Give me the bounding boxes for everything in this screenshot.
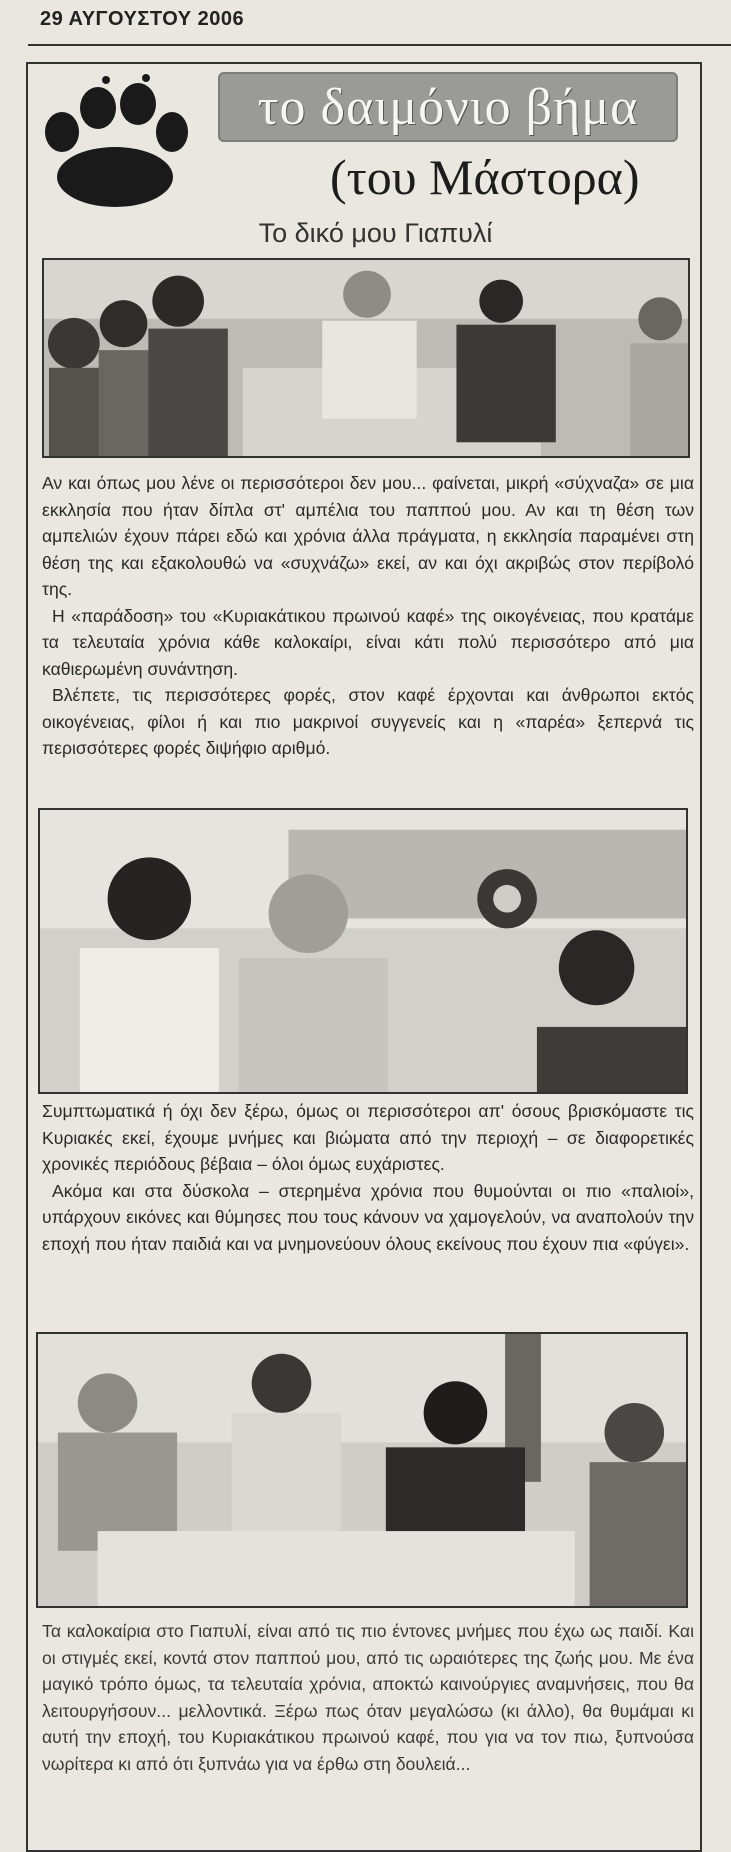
header-rule <box>28 44 731 46</box>
article-section-3 <box>42 1618 694 1777</box>
photo-family-table <box>42 258 690 458</box>
photo-men-table <box>36 1332 688 1608</box>
paragraph: Τα καλοκαίρια στο Γιαπυλί, είναι από τις πιο έντονες μνήμες που έχω ως παιδί. Και οι στιγμές εκεί, κοντά στον παππού μου, από τις ωραιότερες της ζωής μου. Με ένα μαγικό τρόπο όμως, τα τελευταία χρόνια, αποκτώ καινούργιες αναμνήσεις, που θα λειτουργήσουν... μελλοντικά. Ξέρω πως όταν μεγαλώσω (κι άλλο), θα θυμάμαι κι αυτή την εποχή, του Κυριακάτικου πρωινού καφέ, που για να τον πιω, ξυπνούσα νωρίτερα κι από ότι ξυπνάω για να έρθω στη δουλειά... <box>42 1621 694 1774</box>
paragraph: Η «παράδοση» του «Κυριακάτικου πρωινού καφέ» της οικογένειας, που κρατάμε τα τελευταία χρόνια κάθε καλοκαίρι, είναι κάτι πολύ περισσότερο από μια καθιερωμένη συνάντηση. <box>42 605 694 679</box>
paw-print-icon <box>40 72 190 212</box>
paragraph: Βλέπετε, τις περισσότερες φορές, στον καφέ έρχονται και άνθρωποι εκτός οικογένειας, φίλοι ή και πιο μακρινοί συγγενείς και η «παρέα» ξεπερνά τις περισσότερες φορές διψήφιο αριθμό. <box>42 685 694 758</box>
article-section-1 <box>42 470 694 762</box>
paragraph: Αν και όπως μου λένε οι περισσότεροι δεν μου... φαίνεται, μικρή «σύχναζα» σε μια εκκλησία που ήταν δίπλα στ' αμπέλια του παππού μου. Αν και τη θέση των αμπελιών έχουν πάρει εδώ και χρόνια άλλα πράγματα, η εκκλησία παραμένει στη θέση της και εξακολουθώ να «συχνάζω» εκεί, αν και όχι ακριβώς στον περίβολό της. <box>42 473 694 599</box>
paragraph: Ακόμα και στα δύσκολα – στερημένα χρόνια που θυμούνται οι πιο «παλιοί», υπάρχουν εικόνες και θύμησες που τους κάνουν να χαμογελούν, να αναπολούν την εποχή που ήταν παιδιά και να μνημονεύουν όλους εκείνους που έχουν πια «φύγει». <box>42 1180 694 1254</box>
column-banner <box>218 72 678 142</box>
article-section-2 <box>42 1098 694 1257</box>
column-title: το δαιμόνιο βήμα <box>257 78 639 136</box>
photo-three-women <box>38 808 688 1094</box>
column-author: (του Μάστορα) <box>330 149 640 205</box>
issue-date: 29 ΑΥΓΟΥΣΤΟΥ 2006 <box>40 8 245 30</box>
article-title: Το δικό μου Γιαπυλί <box>258 218 493 248</box>
paragraph: Συμπτωματικά ή όχι δεν ξέρω, όμως οι περισσότεροι απ' όσους βρισκόμαστε τις Κυριακές εκεί, έχουμε μνήμες και βιώματα από την περιοχή – σε διαφορετικές χρονικές περιόδους βέβαια – όλοι όμως ευχάριστες. <box>42 1101 694 1174</box>
